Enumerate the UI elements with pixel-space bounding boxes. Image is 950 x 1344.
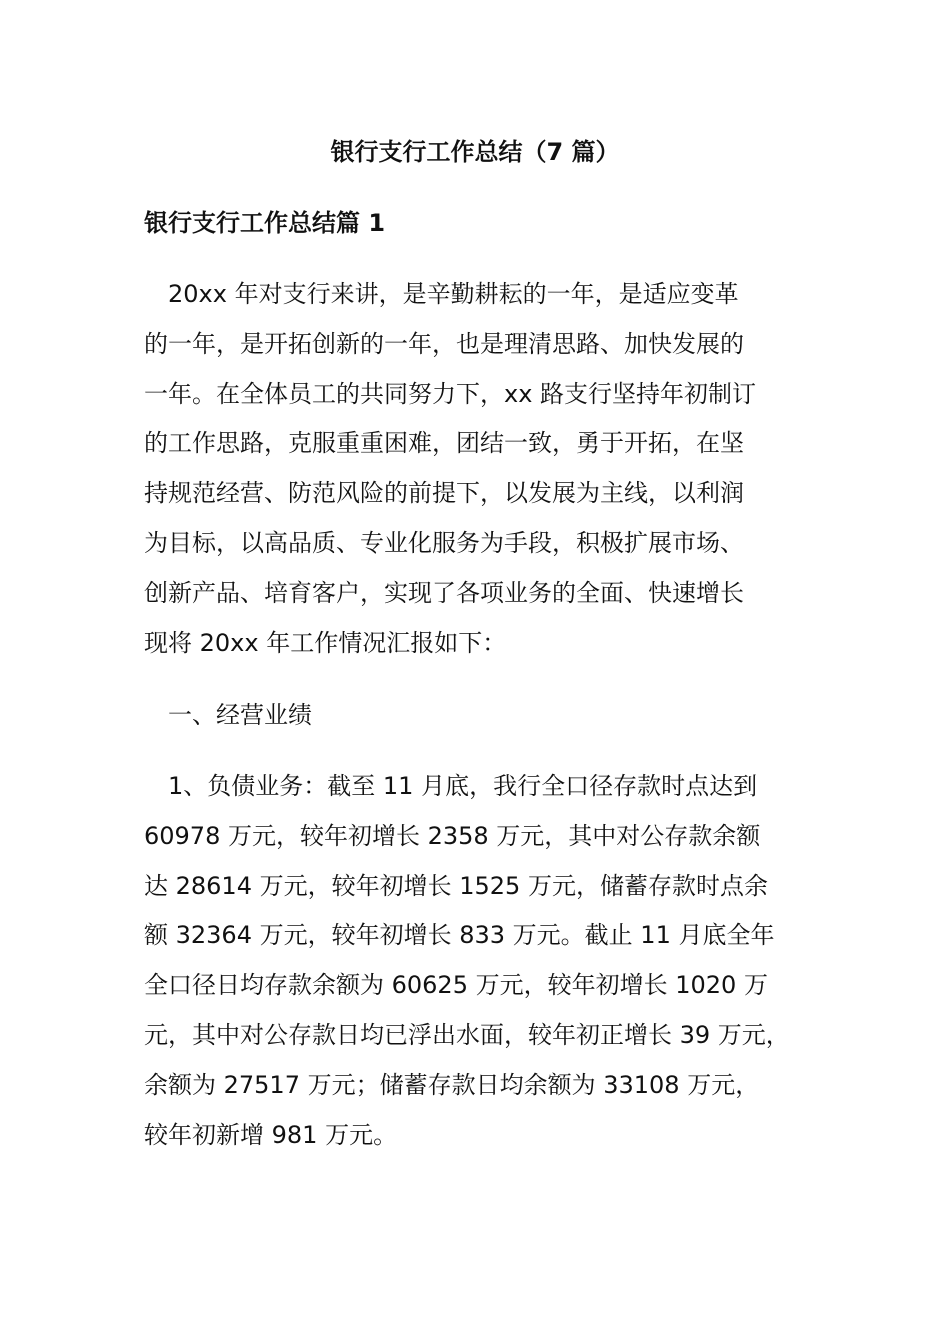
paragraph-line: 的工作思路，克服重重困难，团结一致，勇于开拓，在坚 — [144, 429, 744, 458]
subsection-heading — [144, 691, 834, 741]
paragraph-intro — [144, 270, 834, 668]
section-heading: 银行支行工作总结篇 1 — [144, 209, 386, 237]
paragraph-line: 20xx 年对支行来讲，是辛勤耕耘的一年，是适应变革 — [144, 280, 739, 308]
paragraph-line: 一、经营业绩 — [144, 701, 312, 729]
document-title: 银行支行工作总结（7 篇） — [330, 138, 620, 166]
paragraph-liabilities — [144, 762, 834, 1160]
paragraph-line: 持规范经营、防范风险的前提下，以发展为主线，以利润 — [144, 479, 744, 508]
paragraph-line: 余额为 27517 万元；储蓄存款日均余额为 33108 万元， — [144, 1070, 760, 1099]
paragraph-line: 创新产品、培育客户，实现了各项业务的全面、快速增长 — [144, 578, 744, 607]
paragraph-line: 为目标，以高品质、专业化服务为手段，积极扩展市场、 — [144, 528, 744, 557]
paragraph-line: 全口径日均存款余额为 60625 万元，较年初增长 1020 万 — [144, 971, 768, 1000]
paragraph-line: 一年。在全体员工的共同努力下，xx 路支行坚持年初制订 — [144, 379, 757, 408]
paragraph-line: 元，其中对公存款日均已浮出水面，较年初正增长 39 万元， — [144, 1020, 790, 1049]
paragraph-line: 1、负债业务：截至 11 月底，我行全口径存款时点达到 — [144, 772, 758, 800]
paragraph-line: 60978 万元，较年初增长 2358 万元，其中对公存款余额 — [144, 821, 761, 850]
paragraph-line: 较年初新增 981 万元。 — [144, 1120, 398, 1149]
paragraph-line: 达 28614 万元，较年初增长 1525 万元，储蓄存款时点余 — [144, 871, 768, 900]
paragraph-line: 的一年，是开拓创新的一年，也是理清思路、加快发展的 — [144, 329, 744, 358]
paragraph-line: 额 32364 万元，较年初增长 833 万元。截止 11 月底全年 — [144, 921, 775, 950]
paragraph-line: 现将 20xx 年工作情况汇报如下： — [144, 628, 507, 657]
